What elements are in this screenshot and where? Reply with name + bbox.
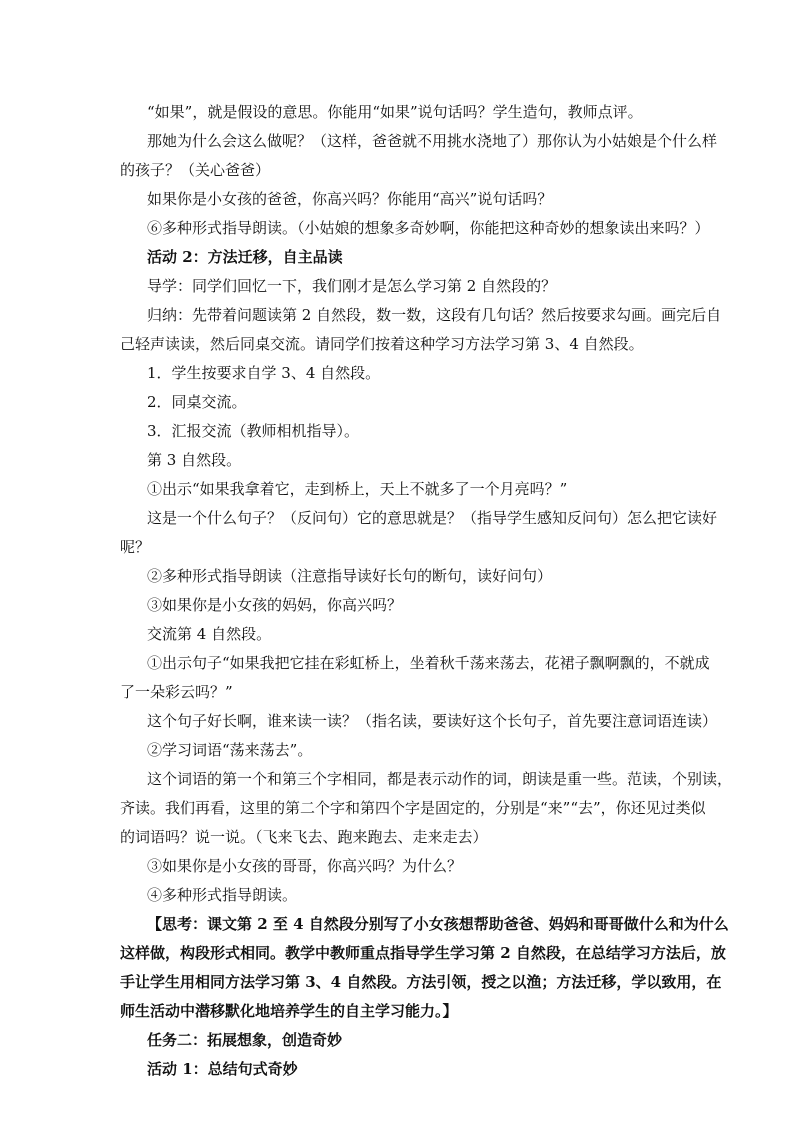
list-item: 3．汇报交流（教师相机指导）。 <box>147 422 360 440</box>
paragraph-line: 归纳：先带着问题读第 2 自然段，数一数，这段有几句话？然后按要求勾画。画完后自 <box>147 306 722 324</box>
reflection-note: 手让学生用相同方法学习第 3、4 自然段。方法引领，授之以渔；方法迁移，学以致用，在 <box>120 973 722 991</box>
section-heading: 活动 1：总结句式奇妙 <box>147 1060 298 1078</box>
paragraph-line: ②多种形式指导朗读（注意指导读好长句的断句，读好问句） <box>147 567 553 585</box>
paragraph-line: ①出示“如果我拿着它，走到桥上，天上不就多了一个月亮吗？” <box>147 480 568 498</box>
paragraph-line: “如果”，就是假设的意思。你能用“如果”说句话吗？学生造句，教师点评。 <box>147 103 643 121</box>
paragraph-line: ⑥多种形式指导朗读。（小姑娘的想象多奇妙啊，你能把这种奇妙的想象读出来吗？） <box>147 219 710 237</box>
paragraph-line: 呢？ <box>120 538 151 556</box>
list-item: 2．同桌交流。 <box>147 393 247 411</box>
paragraph-line: 的孩子？（关心爸爸） <box>120 161 271 179</box>
paragraph-line: 了一朵彩云吗？” <box>120 683 233 701</box>
paragraph-line: 这个词语的第一个和第三个字相同，都是表示动作的词，朗读是重一些。范读，个别读， <box>147 770 733 788</box>
document-page <box>120 98 733 1084</box>
paragraph-line: 第 3 自然段。 <box>147 451 242 469</box>
paragraph-line: 如果你是小女孩的爸爸，你高兴吗？你能用“高兴”说句话吗？ <box>147 190 553 208</box>
paragraph-line: ②学习词语“荡来荡去”。 <box>147 741 313 759</box>
paragraph-line: 这个句子好长啊，谁来读一读？（指名读，要读好这个长句子，首先要注意词语连读） <box>147 712 718 730</box>
reflection-note: 师生活动中潜移默化地培养学生的自主学习能力。】 <box>120 1002 458 1020</box>
paragraph-line: ④多种形式指导朗读。 <box>147 886 298 904</box>
paragraph-line: 己轻声读读，然后同桌交流。请同学们按着这种学习方法学习第 3、4 自然段。 <box>120 335 644 353</box>
paragraph-line: 导学：同学们回忆一下，我们刚才是怎么学习第 2 自然段的？ <box>147 277 557 295</box>
paragraph-line: ③如果你是小女孩的哥哥，你高兴吗？为什么？ <box>147 857 463 875</box>
reflection-note: 【思考：课文第 2 至 4 自然段分别写了小女孩想帮助爸爸、妈妈和哥哥做什么和为什么 <box>147 915 729 933</box>
paragraph-line: 交流第 4 自然段。 <box>147 625 272 643</box>
paragraph-line: 齐读。我们再看，这里的第二个字和第四个字是固定的，分别是“来”“去”，你还见过类似 <box>120 799 706 817</box>
section-heading: 活动 2：方法迁移，自主品读 <box>147 248 343 266</box>
paragraph-line: ①出示句子“如果我把它挂在彩虹桥上，坐着秋千荡来荡去，花裙子飘啊飘的，不就成 <box>147 654 710 672</box>
paragraph-line: 那她为什么会这么做呢？（这样，爸爸就不用挑水浇地了）那你认为小姑娘是个什么样 <box>147 132 718 150</box>
paragraph-line: ③如果你是小女孩的妈妈，你高兴吗？ <box>147 596 403 614</box>
reflection-note: 这样做，构段形式相同。教学中教师重点指导学生学习第 2 自然段，在总结学习方法后，放 <box>120 944 726 962</box>
list-item: 1．学生按要求自学 3、4 自然段。 <box>147 364 381 382</box>
paragraph-line: 的词语吗？说一说。（飞来飞去、跑来跑去、走来走去） <box>120 828 488 846</box>
paragraph-line: 这是一个什么句子？（反问句）它的意思就是？（指导学生感知反问句）怎么把它读好 <box>147 509 718 527</box>
section-heading: 任务二：拓展想象，创造奇妙 <box>147 1031 343 1049</box>
